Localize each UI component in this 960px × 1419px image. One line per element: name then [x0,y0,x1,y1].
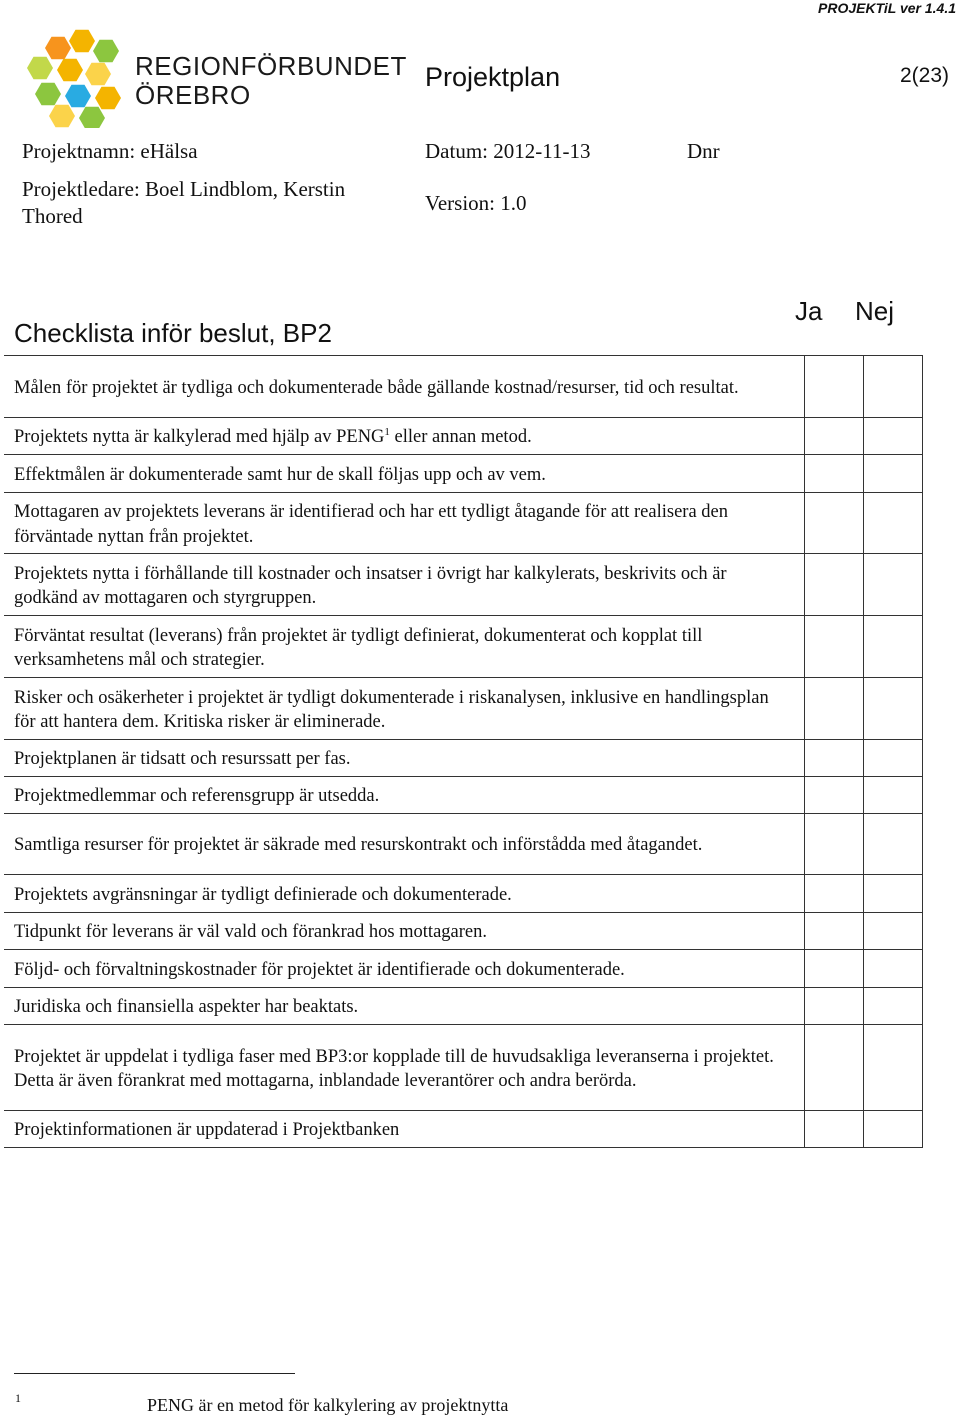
checklist-row [4,875,923,913]
checkbox-no[interactable] [864,875,923,913]
checklist-title: Checklista inför beslut, BP2 [14,318,332,348]
checkbox-no[interactable] [864,777,923,814]
checklist-item-text [4,616,805,678]
page-number: 2(23) [900,64,950,87]
checkbox-yes[interactable] [805,1025,864,1111]
checklist-item-label: Juridiska och finansiella aspekter har beaktats. [14,997,359,1018]
version-tag: PROJEKTiL ver 1.4.1 [818,0,956,16]
checklist-row [4,356,923,418]
checklist-item-text [4,493,805,554]
checkbox-yes[interactable] [805,740,864,777]
checklist-item-label: Mottagaren av projektets leverans är identifierad och har ett tydligt åtagande för att realisera den förväntade nyttan från projektet. [14,502,728,547]
footnote-text: PENG är en metod för kalkylering av projektnytta [147,1395,509,1415]
checklist-item-text [4,678,805,740]
checklist-item-label: Projektets avgränsningar är tydligt definierade och dokumenterade. [14,884,512,905]
project-name: Projektnamn: eHälsa [22,139,198,163]
checklist-item-label: Projektplanen är tidsatt och resurssatt per fas. [14,749,351,770]
checklist-row [4,678,923,740]
document-date: Datum: 2012-11-13 [425,139,591,163]
checklist-item-label: Målen för projektet är tydliga och dokumenterade både gällande kostnad/resurser, tid och resultat. [14,377,739,398]
logo-hexagon [65,85,91,108]
checklist-table [4,355,923,1148]
checklist-item-text [4,1025,805,1111]
checklist-item-label: Samtliga resurser för projektet är säkrade med resurskontrakt och införstådda med åtagandet. [14,835,703,856]
checklist-item-label: Projektets nytta i förhållande till kostnader och insatser i övrigt har kalkylerats, beskrivits och är godkänd av mottagaren och styrgruppen. [14,563,727,608]
checklist-row [4,950,923,988]
checklist-row [4,455,923,493]
logo-hexagon [95,87,121,110]
checklist-item-label: Tidpunkt för leverans är väl vald och förankrad hos mottagaren. [14,922,487,943]
column-header-no: Nej [855,296,895,326]
checkbox-yes[interactable] [805,554,864,616]
document-version: Version: 1.0 [425,191,527,215]
checkbox-yes[interactable] [805,777,864,814]
checklist-item-label: Projektinformationen är uppdaterad i Projektbanken [14,1120,400,1141]
checkbox-no[interactable] [864,616,923,678]
checkbox-yes[interactable] [805,616,864,678]
checklist-item-text [4,740,805,777]
checklist-item-text [4,554,805,616]
checkbox-no[interactable] [864,814,923,875]
checkbox-yes[interactable] [805,950,864,988]
checkbox-no[interactable] [864,1025,923,1111]
checkbox-no[interactable] [864,678,923,740]
checklist-item-label: Förväntat resultat (leverans) från projektet är tydligt definierat, dokumenterat och kopplat till verksamhetens mål och strategier. [14,625,703,670]
logo-hexagon [85,63,111,86]
checkbox-no[interactable] [864,740,923,777]
logo-hexagon [93,40,119,63]
checkbox-yes[interactable] [805,814,864,875]
checkbox-yes[interactable] [805,913,864,950]
checklist-row [4,777,923,814]
checkbox-no[interactable] [864,1111,923,1148]
document-title: Projektplan [425,62,561,92]
checklist-row [4,988,923,1025]
checklist-item-label: Projektmedlemmar och referensgrupp är utsedda. [14,786,380,807]
checkbox-yes[interactable] [805,1111,864,1148]
checkbox-no[interactable] [864,493,923,554]
footnote-divider [14,1373,295,1374]
checkbox-yes[interactable] [805,988,864,1025]
checklist-item-text [4,455,805,493]
checklist-row [4,418,923,455]
footnote-mark: 1 [15,1391,21,1405]
checklist-item-text [4,356,805,418]
checkbox-no[interactable] [864,356,923,418]
checklist-item-label: Effektmålen är dokumenterade samt hur de skall följas upp och av vem. [14,464,546,485]
checkbox-yes[interactable] [805,678,864,740]
checkbox-yes[interactable] [805,356,864,418]
checklist-row [4,1111,923,1148]
logo-hexagon [79,107,105,128]
checklist-item-label: Följd- och förvaltningskostnader för projektet är identifierade och dokumenterade. [14,959,625,980]
checklist-item-text [4,1111,805,1148]
checklist-item-text [4,814,805,875]
checklist-row [4,740,923,777]
checklist-item-text [4,988,805,1025]
logo-hexagon [35,83,61,106]
logo-hexagon [27,57,53,80]
checklist-item-text [4,875,805,913]
logo-hexagon [49,105,75,128]
org-name [135,52,407,110]
checkbox-yes[interactable] [805,418,864,455]
footnote-reference: 1 [384,426,390,439]
checkbox-no[interactable] [864,950,923,988]
checkbox-yes[interactable] [805,493,864,554]
checkbox-no[interactable] [864,554,923,616]
checkbox-no[interactable] [864,418,923,455]
checklist-item-label: Risker och osäkerheter i projektet är tydligt dokumenterade i riskanalysen, inklusive en handlingsplan för att hantera dem. Kritiska risker är eliminerade. [14,687,769,732]
checklist-row [4,493,923,554]
checkbox-yes[interactable] [805,875,864,913]
dnr-label: Dnr [687,139,720,163]
checklist-row [4,814,923,875]
checklist-item-text [4,950,805,988]
checklist-row [4,913,923,950]
logo-hexagon [45,37,71,60]
org-name-line2: ÖREBRO [135,80,251,110]
logo-hexagon [57,59,83,82]
checklist-item-label-cont: eller annan metod. [389,427,532,448]
checkbox-no[interactable] [864,988,923,1025]
checkbox-yes[interactable] [805,455,864,493]
checklist-item-text [4,913,805,950]
checkbox-no[interactable] [864,455,923,493]
checklist-item-text [4,418,805,455]
checklist-row [4,1025,923,1111]
checklist-item-text [4,777,805,814]
logo-hexagon [69,30,95,53]
checkbox-no[interactable] [864,913,923,950]
checklist-item-label: Projektets nytta är kalkylerad med hjälp av PENG [14,427,385,448]
project-leader: Projektledare: Boel Lindblom, Kerstin Thored [22,177,346,228]
checklist-row [4,554,923,616]
checklist-row [4,616,923,678]
checklist-item-label: Projektet är uppdelat i tydliga faser med BP3:or kopplade till de huvudsakliga leveranserna i projektet. Detta är även förankrat med mottagarna, inblandade leverantörer och andra berörda. [14,1046,774,1091]
regionforbundet-logo-icon [20,26,124,128]
org-name-line1: REGIONFÖRBUNDET [135,51,407,81]
column-header-yes: Ja [795,296,823,326]
